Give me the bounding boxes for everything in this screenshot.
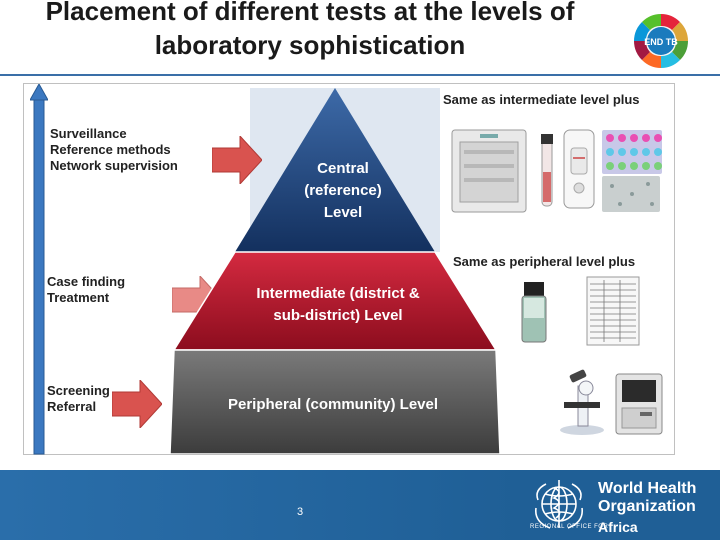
central-level-label [278,158,408,224]
culture-plate-image [602,130,662,174]
sputum-container-image [520,280,548,344]
vertical-up-arrow [30,84,48,456]
left-label-screening: Screening [47,383,110,398]
header-intermediate-plus: Same as intermediate level plus [443,92,640,107]
intermediate-level-line-1: Intermediate (district & [256,285,420,302]
intermediate-level-label [228,283,448,327]
regional-office-prefix: REGIONAL OFFICE FOR [530,524,609,530]
slide-title [0,0,620,62]
microscopy-image [602,176,660,212]
result-form-image [586,276,640,346]
left-label-network-supervision: Network supervision [50,158,178,173]
end-tb-logo-text: END TB [644,37,678,47]
left-label-top [50,126,178,174]
header-peripheral-plus: Same as peripheral level plus [453,254,636,269]
page-number: 3 [296,506,304,518]
sample-tube-image [538,132,556,210]
microscope-image [556,366,608,436]
central-level-line-2: (reference) [304,182,382,199]
title-divider [0,74,720,76]
left-label-treatment: Treatment [47,290,110,305]
incubator-image [450,128,528,214]
who-name-line-1: World Health [598,480,697,497]
central-level-line-1: Central [317,160,369,177]
end-tb-logo [632,12,690,70]
peripheral-level-label: Peripheral (community) Level [227,396,439,413]
intermediate-level-line-2: sub-district) Level [273,307,403,324]
who-name-line-2: Organization [598,498,696,515]
left-label-referral: Referral [47,399,97,414]
central-level-line-3: Level [323,204,363,221]
analyzer-image [614,372,664,436]
left-label-reference-methods: Reference methods [50,142,171,157]
footer-gradient [0,470,520,540]
region-name: Africa [598,519,638,535]
test-cassette-image [562,128,596,210]
slide-title-line-1: Placement of different tests at the levels of [45,0,575,26]
left-label-middle [47,274,125,306]
left-label-bottom [47,383,110,415]
arrow-right-icon [112,380,162,428]
slide-title-line-2: laboratory sophistication [154,30,466,60]
left-label-surveillance: Surveillance [50,126,127,141]
left-label-case-finding: Case finding [47,274,126,289]
